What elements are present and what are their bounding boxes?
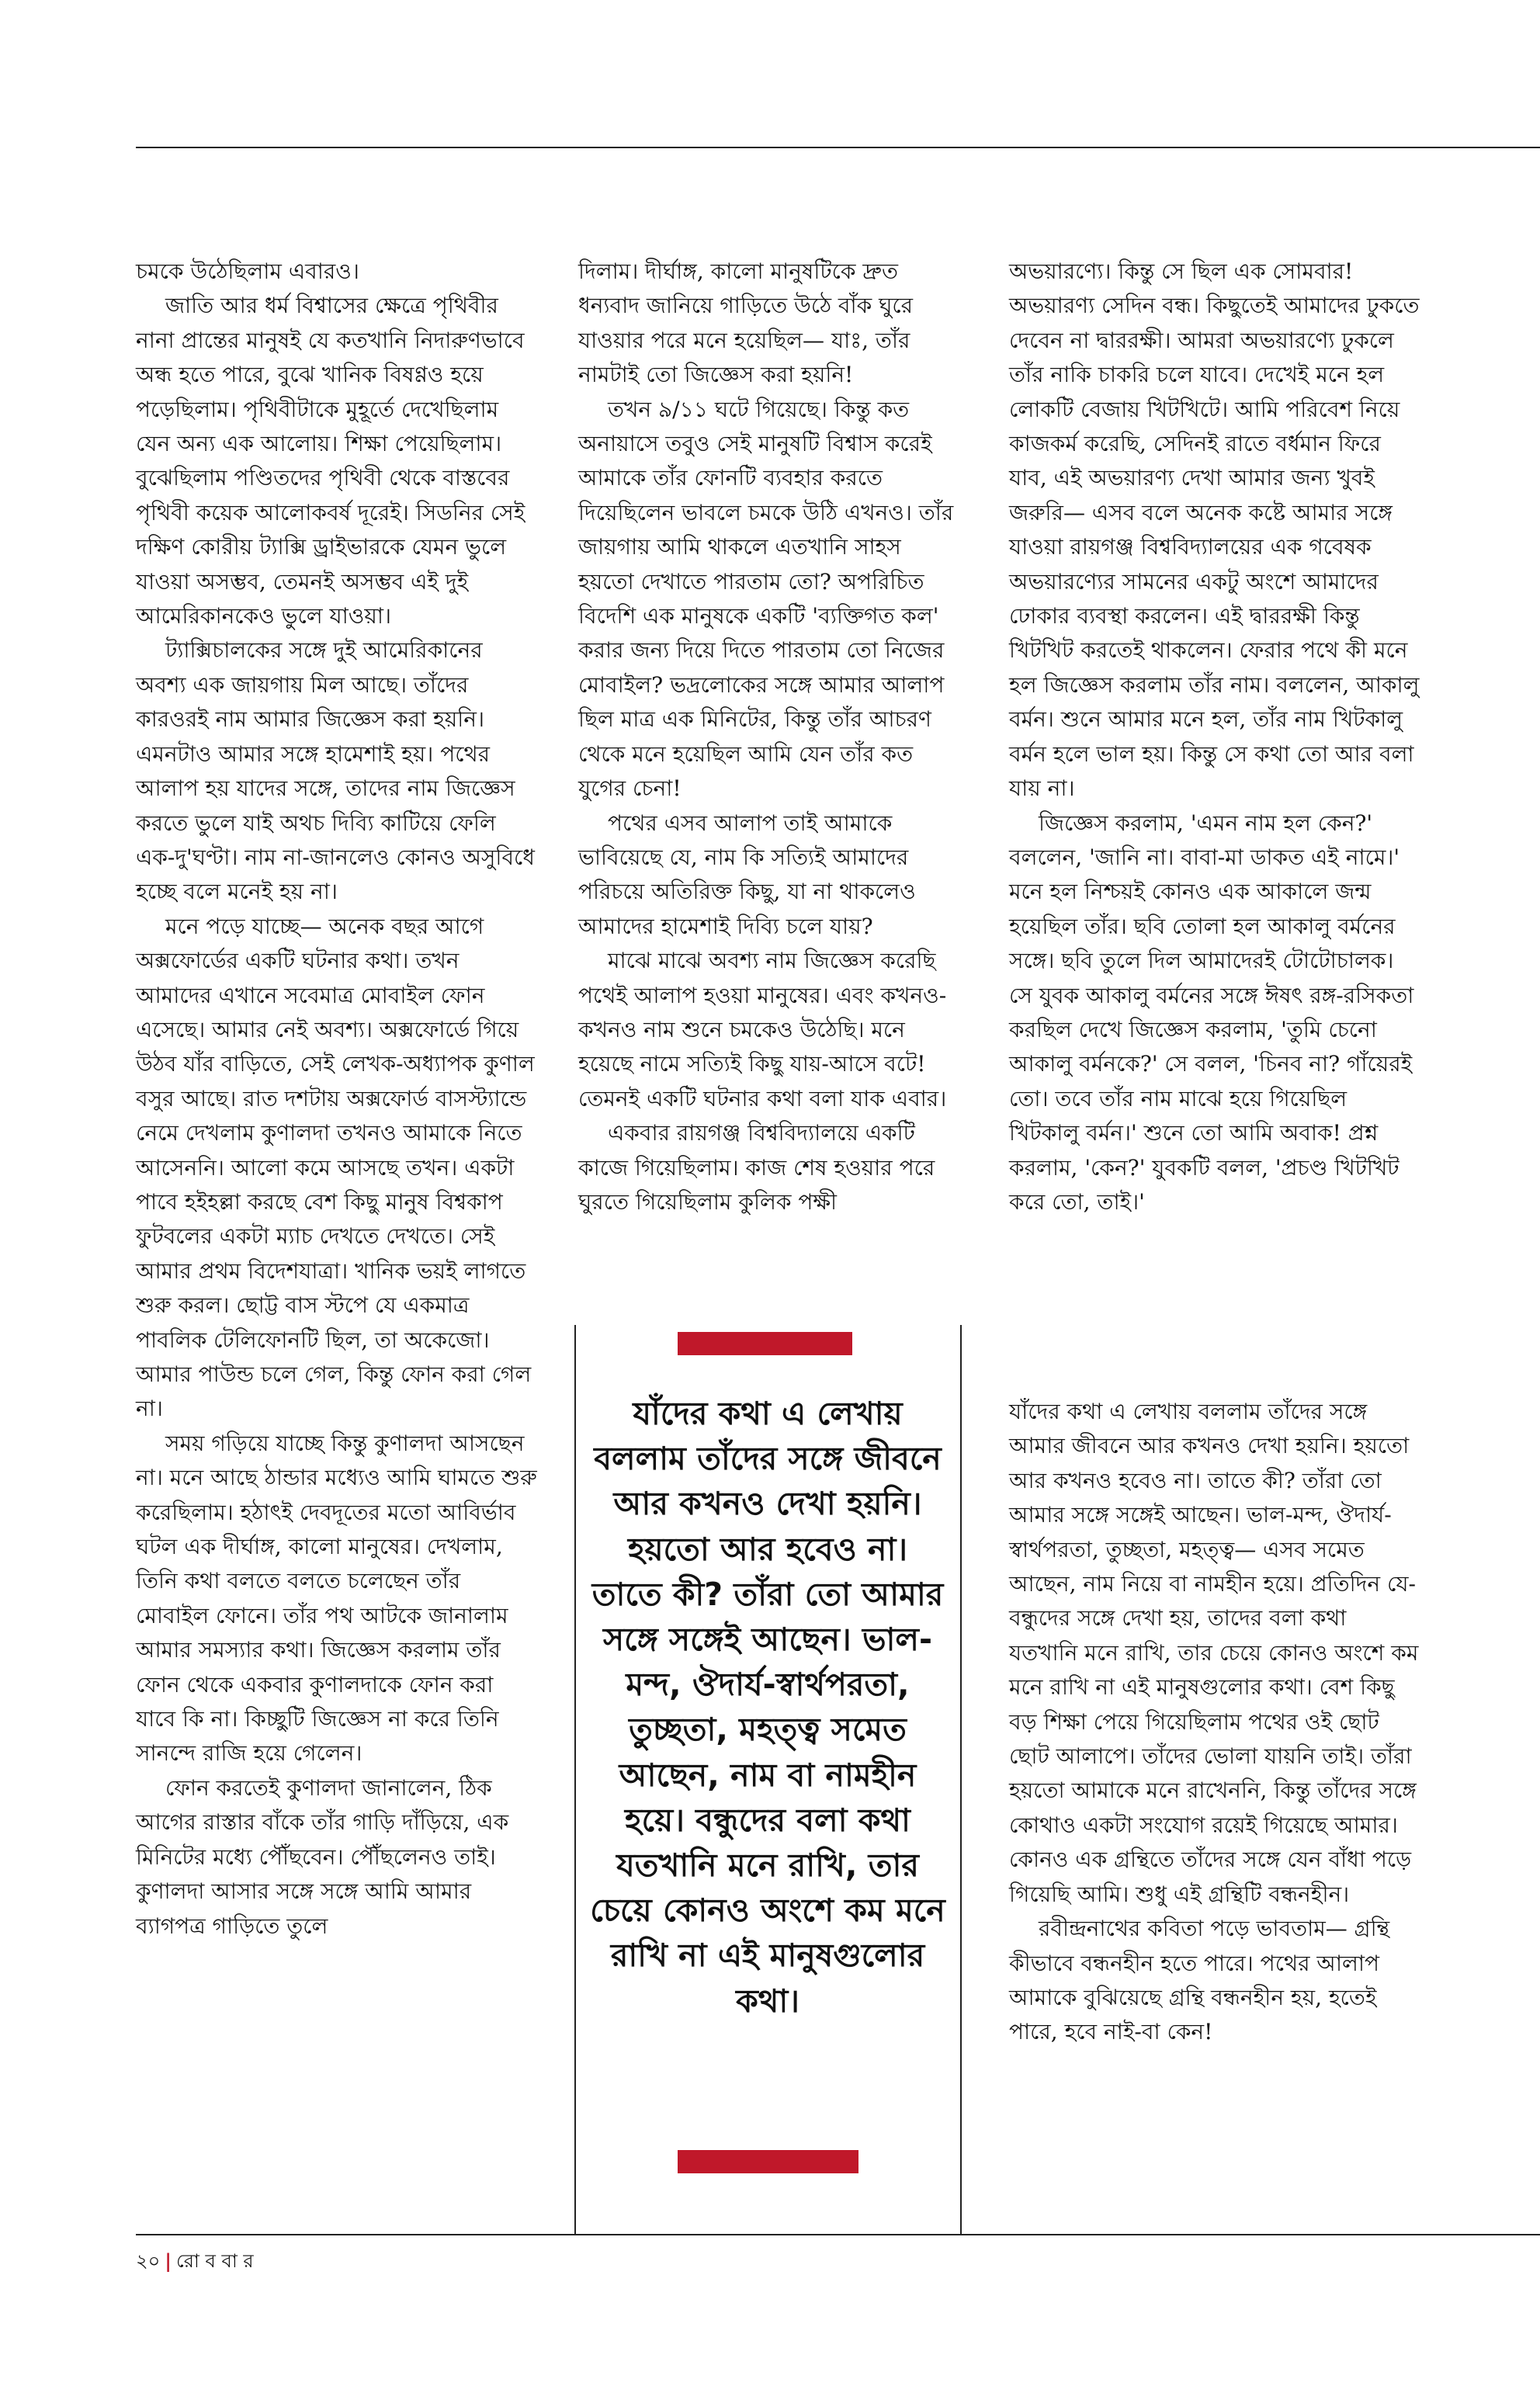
paragraph: ফোন করতেই কুণালদা জানালেন, ঠিক আগের রাস্তার বাঁকে তাঁর গাড়ি দাঁড়িয়ে, এক মিনিটের মধ্যে পৌঁছবেন। পৌঁছলেনও তাই। কুণালদা আসার সঙ্গে সঙ্গে আমি আমার ব্যাগপত্র গাড়িতে তুলে bbox=[136, 1774, 509, 1939]
paragraph: মাঝে মাঝে অবশ্য নাম জিজ্ঞেস করেছি পথেই আলাপ হওয়া মানুষের। এবং কখনও-কখনও নাম শুনে চমকেও উঠেছি। মনে হয়েছে নামে সত্যিই কিছু যায়-আসে বটে! তেমনই একটি ঘটনার কথা বলা যাক এবার। bbox=[578, 948, 947, 1112]
article-column-3-lower bbox=[1009, 1395, 1420, 2050]
article-column-3 bbox=[1009, 255, 1420, 1219]
paragraph: ট্যাক্সিচালকের সঙ্গে দুই আমেরিকানের অবশ্য এক জায়গায় মিল আছে। তাঁদের কারওরই নাম আমার জিজ্ঞেস করা হয়নি। এমনটাও আমার সঙ্গে হামেশাই হয়। পথের আলাপ হয় যাদের সঙ্গে, তাদের নাম জিজ্ঞেস করতে ভুলে যাই অথচ দিব্যি কাটিয়ে ফেলি এক-দু'ঘণ্টা। নাম না-জানলেও কোনও অসুবিধে হচ্ছে বলে মনেই হয় না। bbox=[136, 637, 535, 905]
pullquote-right-rule bbox=[960, 1325, 962, 2234]
paragraph: একবার রায়গঞ্জ বিশ্ববিদ্যালয়ে একটি কাজে গিয়েছিলাম। কাজ শেষ হওয়ার পরে ঘুরতে গিয়েছিলাম কুলিক পক্ষী bbox=[578, 1120, 935, 1215]
paragraph: যাঁদের কথা এ লেখায় বললাম তাঁদের সঙ্গে আমার জীবনে আর কখনও দেখা হয়নি। হয়তো আর কখনও হবেও না। তাতে কী? তাঁরা তো আমার সঙ্গে সঙ্গেই আছেন। ভাল-মন্দ, ঔদার্য-স্বার্থপরতা, তুচ্ছতা, মহত্ত্ব— এসব সমেত আছেন, নাম নিয়ে বা নামহীন হয়ে। প্রতিদিন যে-বন্ধুদের সঙ্গে দেখা হয়, তাদের বলা কথা যতখানি মনে রাখি, তার চেয়ে কোনও অংশে কম মনে রাখি না এই মানুষগুলোর কথা। বেশ কিছু বড় শিক্ষা পেয়ে গিয়েছিলাম পথের ওই ছোট ছোট আলাপে। তাঁদের ভোলা যায়নি তাই। তাঁরা হয়তো আমাকে মনে রাখেননি, কিন্তু তাঁদের সঙ্গে কোথাও একটা সংযোগ রয়েই গিয়েছে আমার। কোনও এক গ্রন্থিতে তাঁদের সঙ্গে যেন বাঁধা পড়ে গিয়েছি আমি। শুধু এই গ্রন্থিটি বন্ধনহীন। bbox=[1009, 1399, 1419, 1907]
paragraph: মনে পড়ে যাচ্ছে— অনেক বছর আগে অক্সফোর্ডের একটি ঘটনার কথা। তখন আমাদের এখানে সবেমাত্র মোবাইল ফোন এসেছে। আমার নেই অবশ্য। অক্সফোর্ডে গিয়ে উঠব যাঁর বাড়িতে, সেই লেখক-অধ্যাপক কুণাল বসুর আছে। রাত দশটায় অক্সফোর্ড বাসস্ট্যান্ডে নেমে দেখলাম কুণালদা তখনও আমাকে নিতে আসেননি। আলো কমে আসছে তখন। একটা পাবে হইহল্লা করছে বেশ কিছু মানুষ বিশ্বকাপ ফুটবলের একটা ম্যাচ দেখতে দেখতে। সেই আমার প্রথম বিদেশযাত্রা। খানিক ভয়ই লাগতে শুরু করল। ছোট্ট বাস স্টপে যে একমাত্র পাবলিক টেলিফোনটি ছিল, তা অকেজো। আমার পাউন্ড চলে গেল, কিন্তু ফোন করা গেল না। bbox=[136, 913, 535, 1422]
page-number: ২০ bbox=[136, 2250, 161, 2272]
top-rule bbox=[136, 147, 1540, 148]
pullquote-top-bar bbox=[678, 1332, 852, 1355]
paragraph: জিজ্ঞেস করলাম, 'এমন নাম হল কেন?' বললেন, 'জানি না। বাবা-মা ডাকত এই নামে।' মনে হল নিশ্চয়ই কোনও এক আকালে জন্ম হয়েছিল তাঁর। ছবি তোলা হল আকালু বর্মনের সঙ্গে। ছবি তুলে দিল আমাদেরই টোটোচালক। সে যুবক আকালু বর্মনের সঙ্গে ঈষৎ রঙ্গ-রসিকতা করছিল দেখে জিজ্ঞেস করলাম, 'তুমি চেনো আকালু বর্মনকে?' সে বলল, 'চিনব না? গাঁয়েরই তো। তবে তাঁর নাম মাঝে হয়ে গিয়েছিল খিটকালু বর্মন।' শুনে তো আমি অবাক! প্রশ্ন করলাম, 'কেন?' যুবকটি বলল, 'প্রচণ্ড খিটখিট করে তো, তাই।' bbox=[1009, 810, 1414, 1215]
bottom-rule bbox=[136, 2234, 1540, 2235]
paragraph: জাতি আর ধর্ম বিশ্বাসের ক্ষেত্রে পৃথিবীর নানা প্রান্তের মানুষই যে কতখানি নিদারুণভাবে অন্ধ হতে পারে, বুঝে খানিক বিষণ্ণও হয়ে পড়েছিলাম। পৃথিবীটাকে মুহূর্তে দেখেছিলাম যেন অন্য এক আলোয়। শিক্ষা পেয়েছিলাম। বুঝেছিলাম পণ্ডিতদের পৃথিবী থেকে বাস্তবের পৃথিবী কয়েক আলোকবর্ষ দূরেই। সিডনির সেই দক্ষিণ কোরীয় ট্যাক্সি ড্রাইভারকে যেমন ভুলে যাওয়া অসম্ভব, তেমনই অসম্ভব এই দুই আমেরিকানকেও ভুলে যাওয়া। bbox=[136, 293, 525, 629]
article-column-1 bbox=[136, 255, 539, 1944]
article-column-2 bbox=[578, 255, 959, 1219]
paragraph: তখন ৯/১১ ঘটে গিয়েছে। কিন্তু কত অনায়াসে তবুও সেই মানুষটি বিশ্বাস করেই আমাকে তাঁর ফোনটি ব্যবহার করতে দিয়েছিলেন ভাবলে চমকে উঠি এখনও। তাঁর জায়গায় আমি থাকলে এতখানি সাহস হয়তো দেখাতে পারতাম তো? অপরিচিত বিদেশি এক মানুষকে একটি 'ব্যক্তিগত কল' করার জন্য দিয়ে দিতে পারতাম তো নিজের মোবাইল? ভদ্রলোকের সঙ্গে আমার আলাপ ছিল মাত্র এক মিনিটের, কিন্তু তাঁর আচরণ থেকে মনে হয়েছিল আমি যেন তাঁর কত যুগের চেনা! bbox=[578, 396, 954, 802]
paragraph: অভয়ারণ্যে। কিন্তু সে ছিল এক সোমবার! অভয়ারণ্য সেদিন বন্ধ। কিছুতেই আমাদের ঢুকতে দেবেন না দ্বাররক্ষী। আমরা অভয়ারণ্যে ঢুকলে তাঁর নাকি চাকরি চলে যাবে। দেখেই মনে হল লোকটি বেজায় খিটখিটে। আমি পরিবেশ নিয়ে কাজকর্ম করেছি, সেদিনই রাতে বর্ধমান ফিরে যাব, এই অভয়ারণ্য দেখা আমার জন্য খুবই জরুরি— এসব বলে অনেক কষ্টে আমার সঙ্গে যাওয়া রায়গঞ্জ বিশ্ববিদ্যালয়ের এক গবেষক অভয়ারণ্যের সামনের একটু অংশে আমাদের ঢোকার ব্যবস্থা করলেন। এই দ্বাররক্ষী কিন্তু খিটখিট করতেই থাকলেন। ফেরার পথে কী মনে হল জিজ্ঞেস করলাম তাঁর নাম। বললেন, আকালু বর্মন। শুনে আমার মনে হল, তাঁর নাম খিটকালু বর্মন হলে ভাল হয়। কিন্তু সে কথা তো আর বলা যায় না। bbox=[1009, 258, 1420, 802]
pullquote: যাঁদের কথা এ লেখায় বললাম তাঁদের সঙ্গে জীবনে আর কখনও দেখা হয়নি। হয়তো আর হবেও না। তাতে কী? তাঁরা তো আমার সঙ্গে সঙ্গেই আছেন। ভাল-মন্দ, ঔদার্য-স্বার্থপরতা, তুচ্ছতা, মহত্ত্ব সমেত আছেন, নাম বা নামহীন হয়ে। বন্ধুদের বলা কথা যতখানি মনে রাখি, তার চেয়ে কোনও অংশে কম মনে রাখি না এই মানুষগুলোর কথা। bbox=[590, 1395, 945, 2020]
pullquote-left-rule bbox=[574, 1325, 576, 2234]
paragraph: রবীন্দ্রনাথের কবিতা পড়ে ভাবতাম— গ্রন্থি কীভাবে বন্ধনহীন হতে পারে। পথের আলাপ আমাকে বুঝিয়েছে গ্রন্থি বন্ধনহীন হয়, হতেই পারে, হবে নাই-বা কেন! bbox=[1009, 1916, 1390, 2045]
folio bbox=[136, 2249, 254, 2273]
paragraph: দিলাম। দীর্ঘাঙ্গ, কালো মানুষটিকে দ্রুত ধন্যবাদ জানিয়ে গাড়িতে উঠে বাঁক ঘুরে যাওয়ার পরে মনে হয়েছিল— যাঃ, তাঁর নামটাই তো জিজ্ঞেস করা হয়নি! bbox=[578, 258, 914, 388]
magazine-name: রো ব বা র bbox=[175, 2250, 254, 2272]
paragraph: পথের এসব আলাপ তাই আমাকে ভাবিয়েছে যে, নাম কি সত্যিই আমাদের পরিচয়ে অতিরিক্ত কিছু, যা না থাকলেও আমাদের হামেশাই দিব্যি চলে যায়? bbox=[578, 810, 916, 939]
pullquote-bottom-bar bbox=[678, 2150, 858, 2173]
paragraph: চমকে উঠেছিলাম এবারও। bbox=[136, 258, 359, 284]
paragraph: সময় গড়িয়ে যাচ্ছে কিন্তু কুণালদা আসছেন না। মনে আছে ঠান্ডার মধ্যেও আমি ঘামতে শুরু করেছিলাম। হঠাৎই দেবদূতের মতো আবির্ভাব ঘটল এক দীর্ঘাঙ্গ, কালো মানুষের। দেখলাম, তিনি কথা বলতে বলতে চলেছেন তাঁর মোবাইল ফোনে। তাঁর পথ আটকে জানালাম আমার সমস্যার কথা। জিজ্ঞেস করলাম তাঁর ফোন থেকে একবার কুণালদাকে ফোন করা যাবে কি না। কিচ্ছুটি জিজ্ঞেস না করে তিনি সানন্দে রাজি হয়ে গেলেন। bbox=[136, 1430, 537, 1767]
folio-separator: | bbox=[165, 2249, 172, 2272]
